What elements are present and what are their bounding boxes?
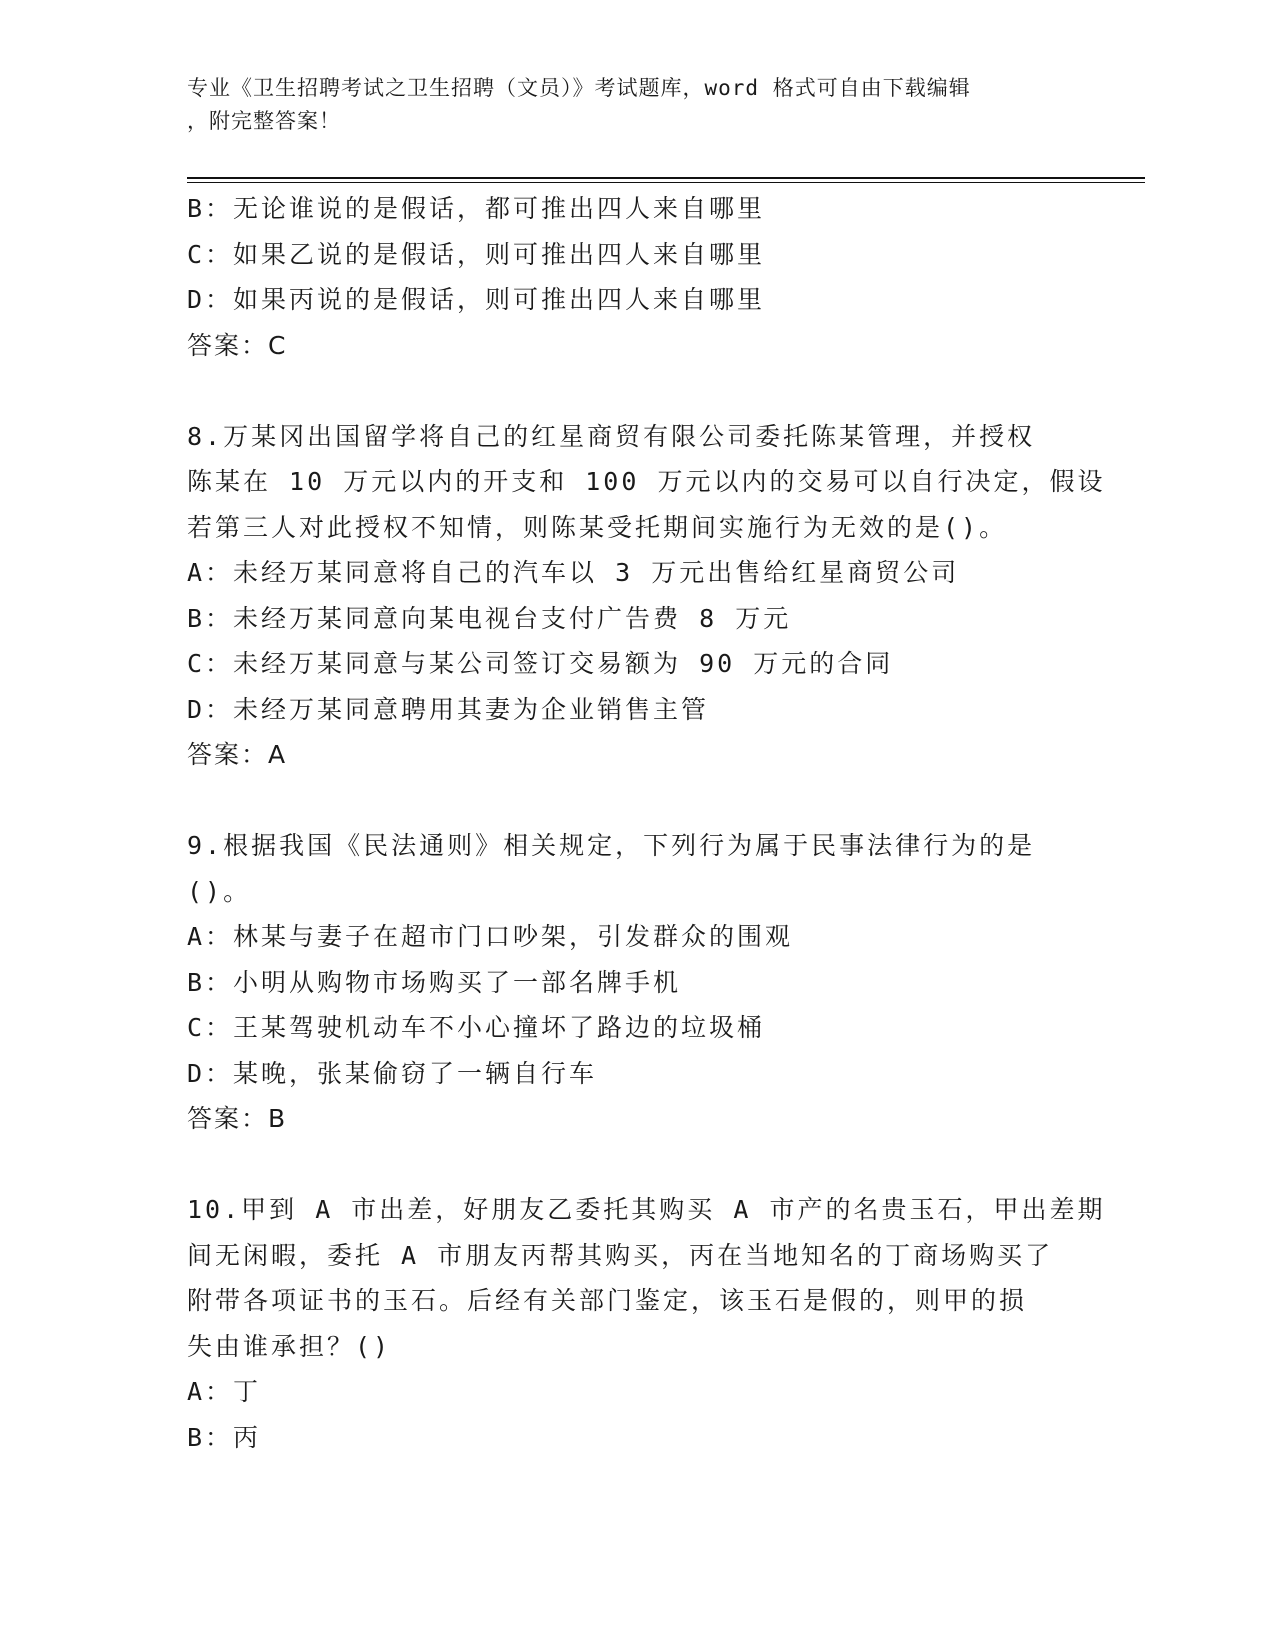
spacer: [187, 778, 1087, 824]
question-stem-line: 9.根据我国《民法通则》相关规定，下列行为属于民事法律行为的是: [187, 831, 1036, 860]
option-b: B：丙: [187, 1422, 262, 1452]
question-stem-line: 8.万某冈出国留学将自己的红星商贸有限公司委托陈某管理，并授权: [187, 421, 1036, 451]
question-content: [187, 186, 1106, 1460]
header-rule-thick: [187, 177, 1145, 179]
answer-line: 答案：A: [187, 740, 288, 769]
header-rule-thin: [187, 182, 1145, 183]
question-stem-line: 间无闲暇，委托 A 市朋友丙帮其购买，丙在当地知名的丁商场购买了: [187, 1240, 1054, 1270]
option-c: C：如果乙说的是假话，则可推出四人来自哪里: [187, 239, 766, 269]
option-b: B：无论谁说的是假话，都可推出四人来自哪里: [187, 194, 766, 223]
answer-line: 答案：B: [187, 1104, 288, 1133]
option-a: A：未经万某同意将自己的汽车以 3 万元出售给红星商贸公司: [187, 558, 960, 587]
option-a: A：丁: [187, 1377, 262, 1406]
answer-line: 答案：C: [187, 330, 288, 360]
question-7-tail: [187, 186, 1087, 368]
question-stem-line: 若第三人对此授权不知情，则陈某受托期间实施行为无效的是()。: [187, 512, 1008, 542]
question-10: [187, 1187, 1106, 1460]
option-d: D：如果丙说的是假话，则可推出四人来自哪里: [187, 285, 766, 314]
option-b: B：未经万某同意向某电视台支付广告费 8 万元: [187, 603, 792, 633]
option-b: B：小明从购物市场购买了一部名牌手机: [187, 967, 682, 997]
header-line-1: 专业《卫生招聘考试之卫生招聘（文员）》考试题库，word 格式可自由下载编辑: [187, 76, 971, 100]
question-stem-line: 失由谁承担？(): [187, 1331, 392, 1361]
question-stem-line: 陈某在 10 万元以内的开支和 100 万元以内的交易可以自行决定，假设: [187, 467, 1106, 496]
question-stem-line: 10.甲到 A 市出差，好朋友乙委托其购买 A 市产的名贵玉石，甲出差期: [187, 1195, 1106, 1224]
option-d: D：未经万某同意聘用其妻为企业销售主管: [187, 694, 710, 724]
question-8: [187, 414, 1106, 778]
option-a: A：林某与妻子在超市门口吵架，引发群众的围观: [187, 922, 794, 951]
option-d: D：某晚，张某偷窃了一辆自行车: [187, 1058, 598, 1088]
question-stem-line: ()。: [187, 876, 252, 906]
spacer: [187, 1142, 1087, 1188]
spacer: [187, 368, 1087, 414]
header-line-2: ，附完整答案！: [187, 109, 341, 133]
document-header: [187, 72, 1067, 138]
question-stem-line: 附带各项证书的玉石。后经有关部门鉴定，该玉石是假的，则甲的损: [187, 1286, 1028, 1315]
option-c: C：王某驾驶机动车不小心撞坏了路边的垃圾桶: [187, 1013, 766, 1042]
question-9: [187, 823, 1087, 1142]
option-c: C：未经万某同意与某公司签订交易额为 90 万元的合同: [187, 649, 894, 678]
